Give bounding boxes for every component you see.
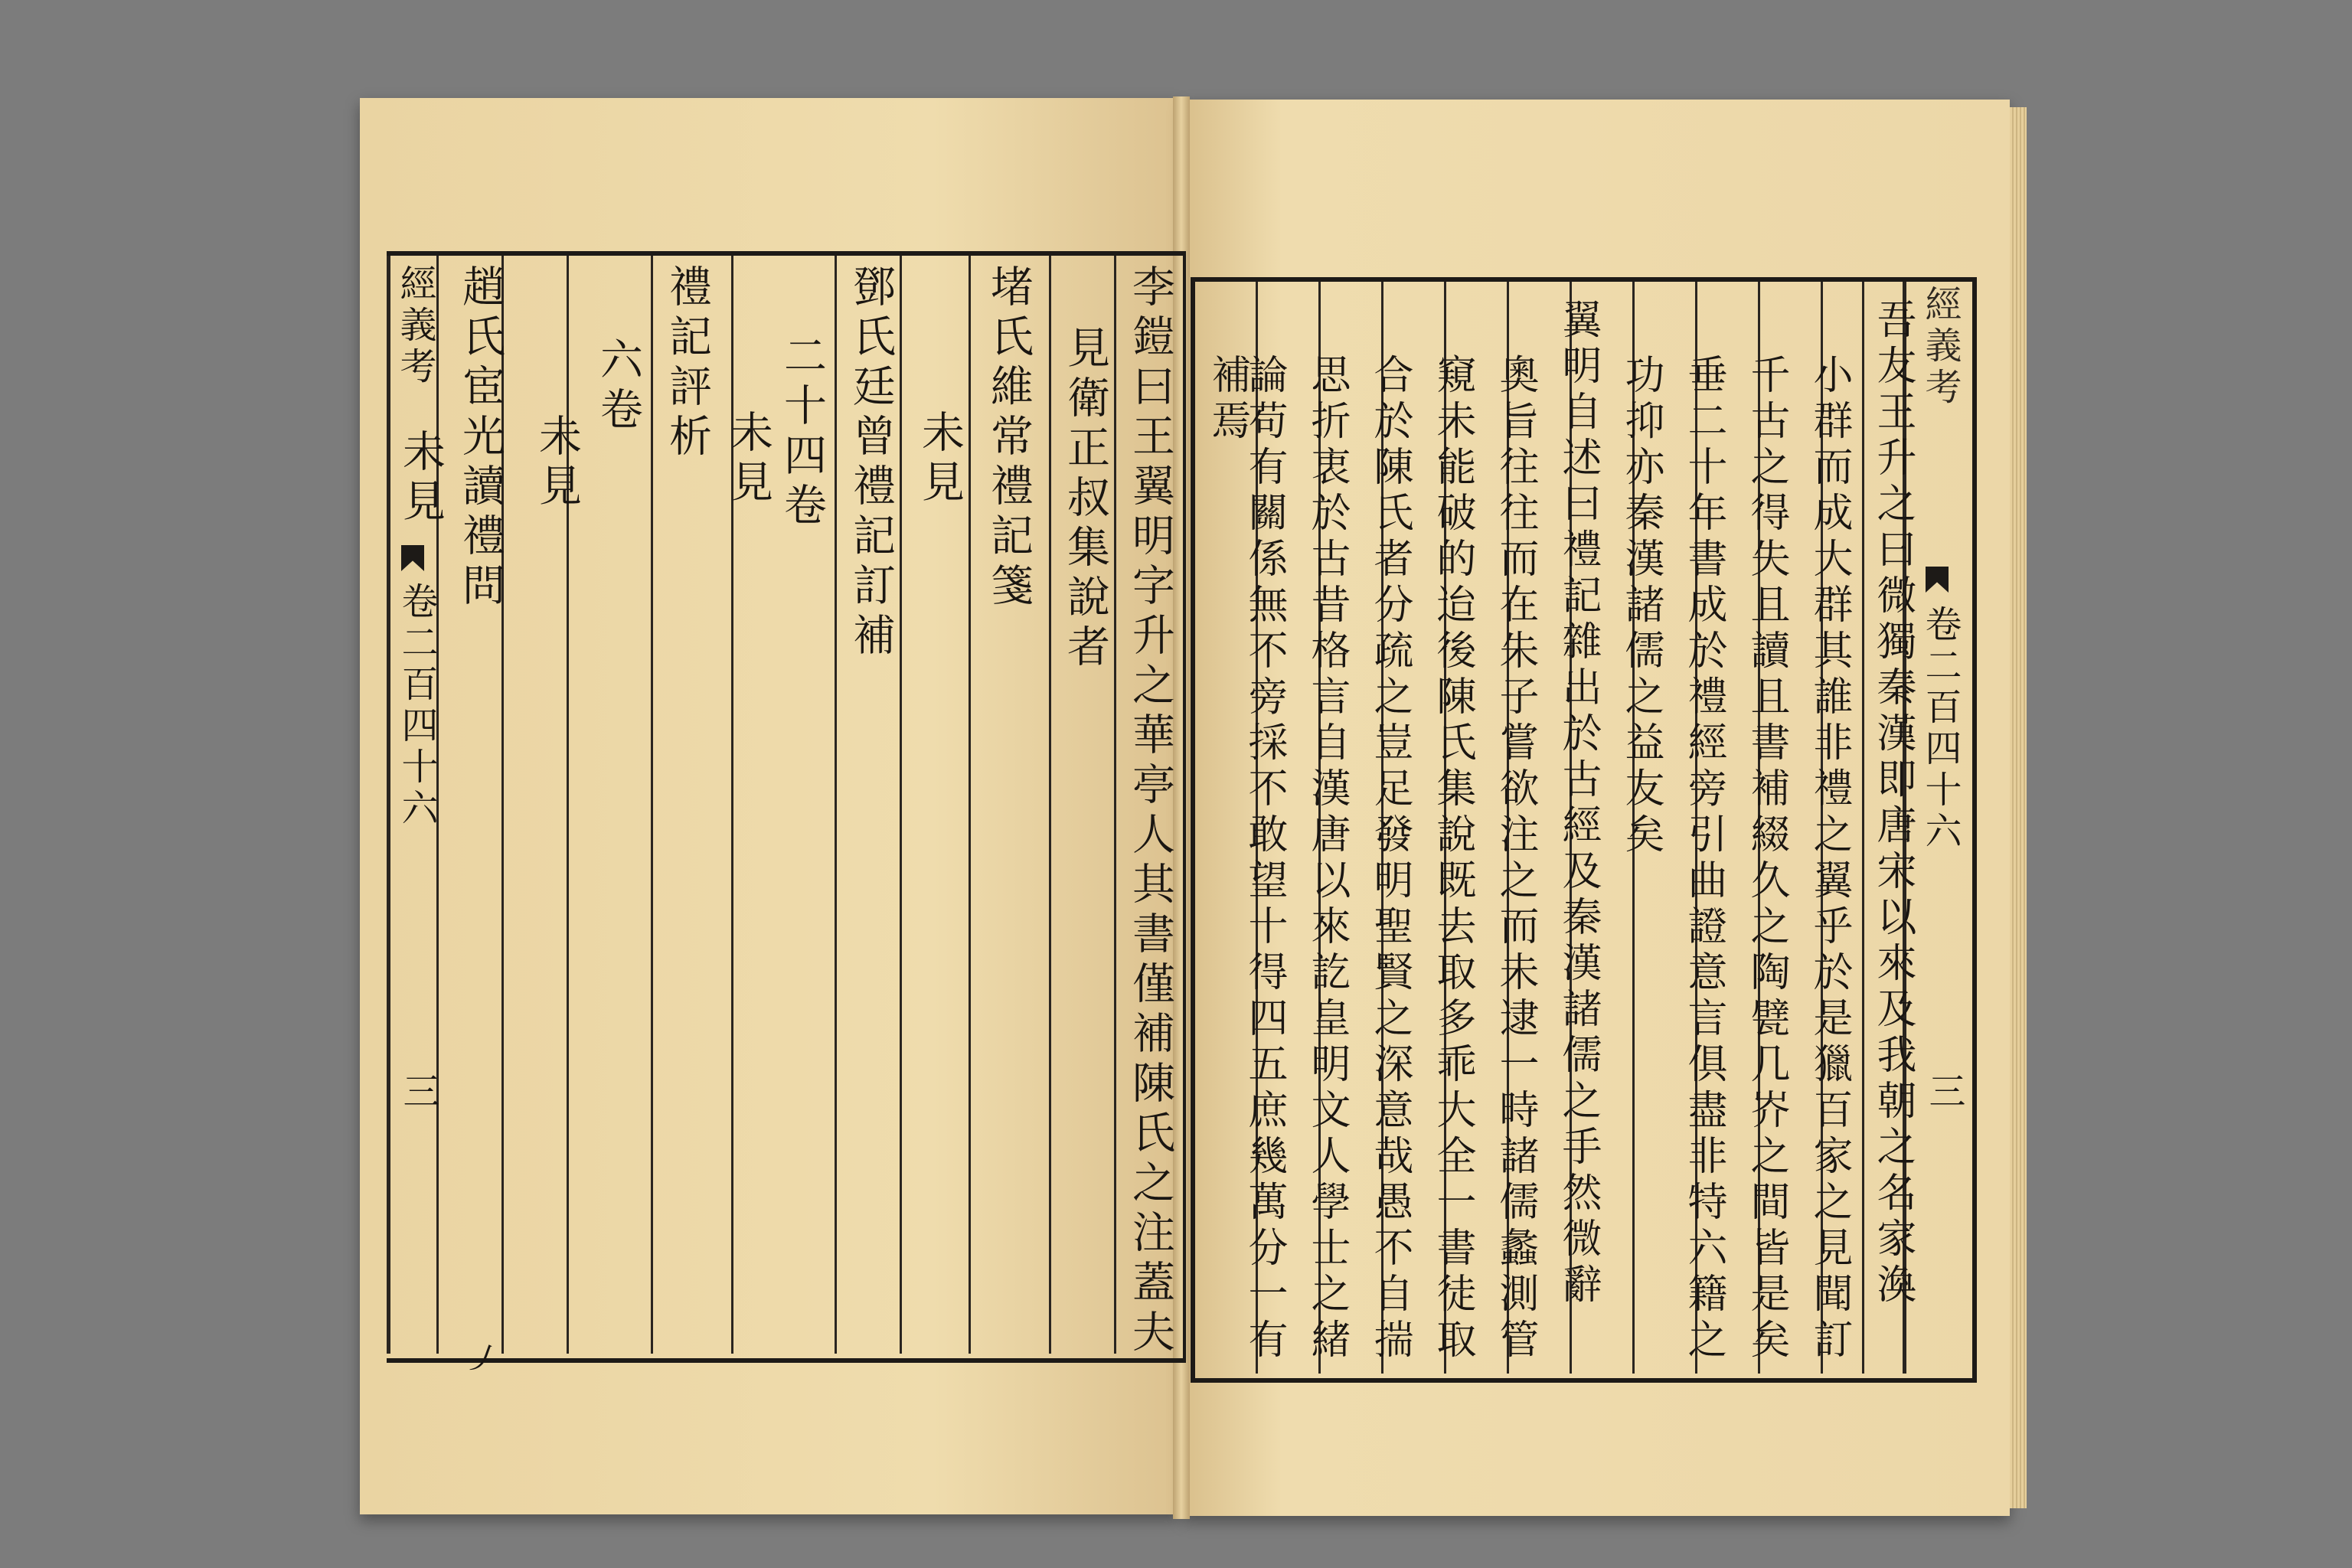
text-column: 堵氏維常禮記箋 bbox=[984, 264, 1034, 612]
margin-title: 經義考 bbox=[394, 264, 436, 388]
margin-title: 經義考 bbox=[1919, 285, 1962, 409]
text-column: 禮記評析 bbox=[662, 264, 712, 463]
column-rule bbox=[1114, 256, 1116, 1354]
text-column: 趙氏宦光讀禮問 bbox=[456, 264, 505, 612]
text-column: 奧旨往往而在朱子嘗欲注之而未逮一時諸儒蠡測管 bbox=[1492, 354, 1538, 1364]
column-rule bbox=[1049, 256, 1051, 1354]
text-column: 鄧氏廷曾禮記訂補 bbox=[846, 264, 896, 662]
margin-volume: 卷二百四十六 bbox=[395, 582, 438, 830]
text-column: 二十四卷 bbox=[777, 333, 827, 532]
text-column: 未見 bbox=[396, 429, 446, 528]
text-column: 六卷 bbox=[593, 337, 643, 436]
text-column: 見衛正叔集說者 bbox=[1060, 325, 1110, 674]
text-column: 未見 bbox=[532, 413, 582, 513]
text-column: 千古之得失且讀且書補綴久之陶甓几岕之間皆是矣 bbox=[1743, 354, 1789, 1364]
text-column: 合於陳氏者分疏之豈足發明聖賢之深意哉愚不自揣 bbox=[1367, 354, 1413, 1364]
page-edges bbox=[2010, 107, 2027, 1508]
text-column: 窺未能破的迨後陳氏集說既去取多乖大全一書徒取 bbox=[1429, 354, 1475, 1364]
column-rule bbox=[651, 256, 653, 1354]
text-column: 吾友王升之曰微獨秦漢即唐宋以來及我朝之名家渙 bbox=[1870, 299, 1916, 1309]
text-column: 垂二十年書成於禮經旁引曲證意言俱盡非特六籍之 bbox=[1681, 354, 1726, 1364]
column-rule bbox=[969, 256, 971, 1354]
text-column: 功抑亦秦漢諸儒之益友矣 bbox=[1618, 354, 1664, 859]
text-column: 論苟有關係無不旁採不敢望十得四五庶幾萬分一有 bbox=[1241, 354, 1287, 1364]
leaf-number: 三 bbox=[397, 1072, 439, 1113]
text-column: 小群而成大群其誰非禮之翼乎於是獵百家之見聞訂 bbox=[1806, 354, 1852, 1364]
leaf-number: 三 bbox=[1922, 1072, 1965, 1113]
text-column: 思折衷於古昔格言自漢唐以來訖皇明文人學士之緒 bbox=[1304, 354, 1350, 1364]
text-column: 未見 bbox=[724, 410, 773, 509]
ink-mark: 丿 bbox=[460, 1335, 505, 1384]
margin-volume: 卷二百四十六 bbox=[1919, 605, 1962, 853]
text-column: 翼明自述曰禮記雜出於古經及秦漢諸儒之手然微辭 bbox=[1555, 299, 1601, 1309]
column-rule bbox=[835, 256, 837, 1354]
text-column: 補焉 bbox=[1204, 354, 1250, 446]
text-column: 未見 bbox=[915, 410, 965, 509]
text-column: 李鎧曰王翼明字升之華亭人其書僅補陳氏之注蓋夫 bbox=[1125, 264, 1175, 1359]
column-rule bbox=[900, 256, 902, 1354]
